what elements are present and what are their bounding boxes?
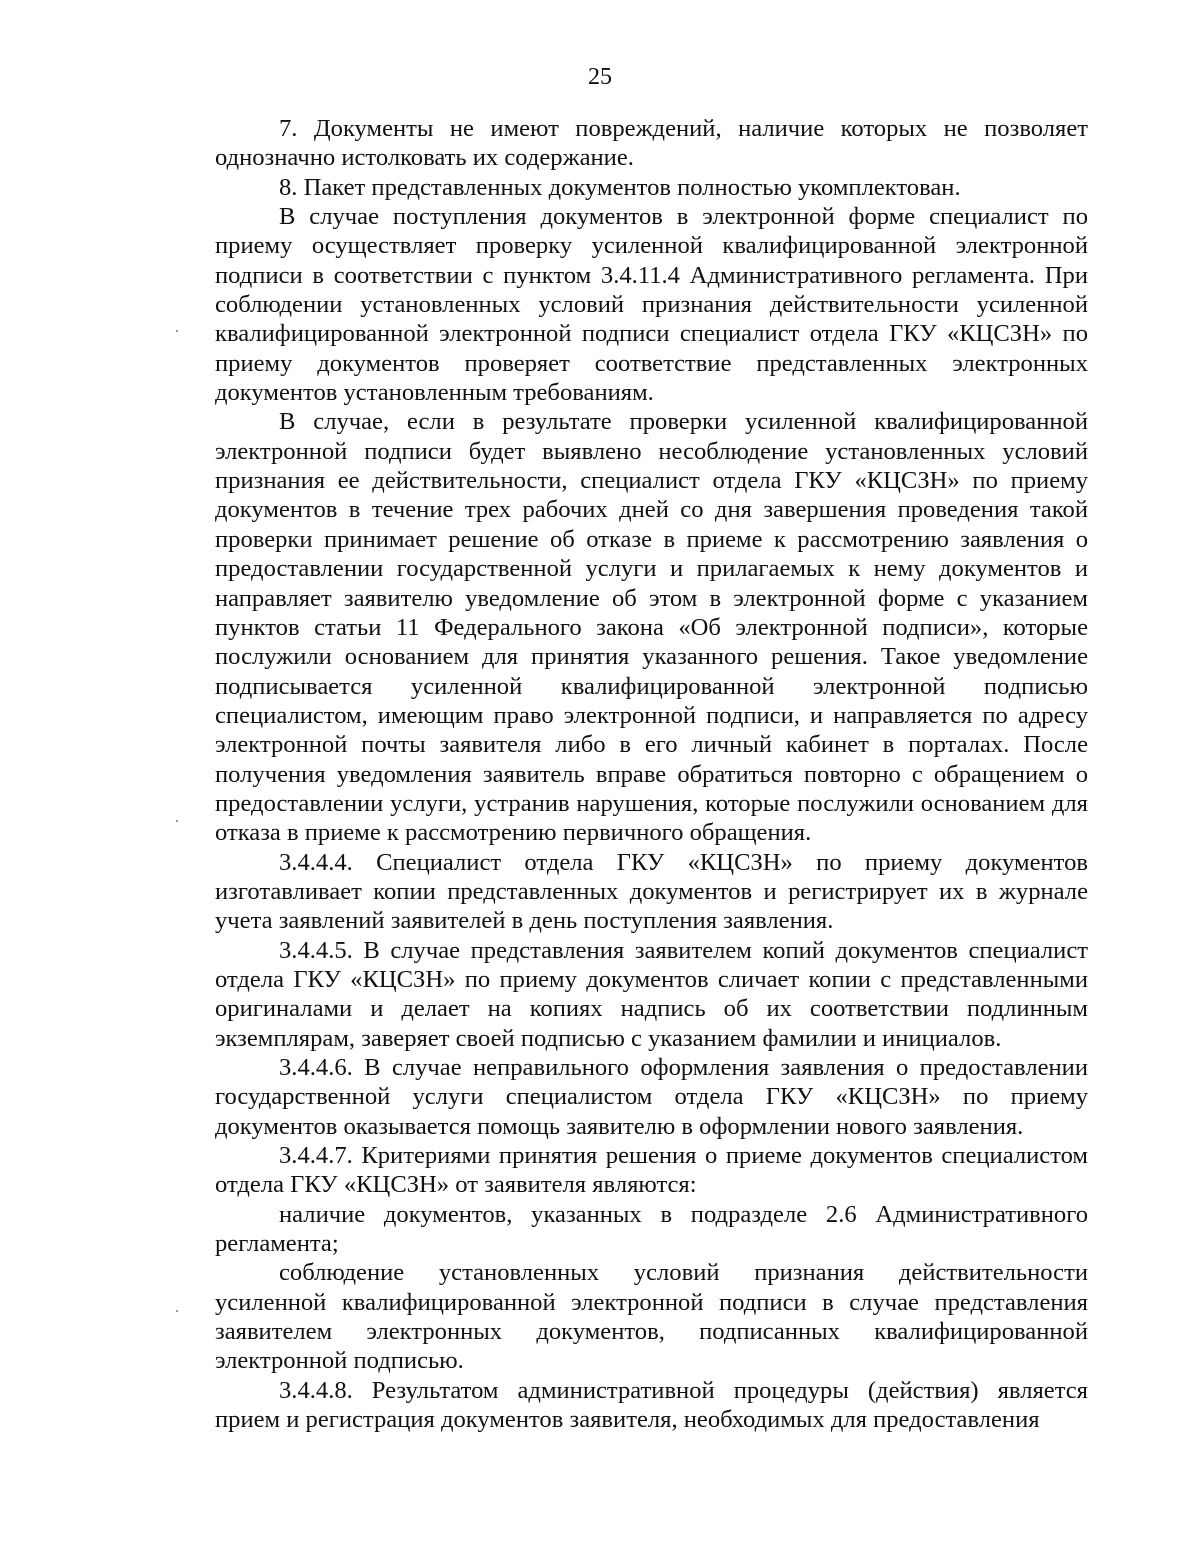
paragraph-3-4-4-8: 3.4.4.8. Результатом административной процедуры (действия) является прием и регистрация документов заявителя, необходимых для предоставления (215, 1376, 1088, 1434)
margin-mark (176, 820, 178, 822)
document-body (215, 114, 1088, 1434)
paragraph-criterion-documents: наличие документов, указанных в подразделе 2.6 Административного регламента; (215, 1200, 1088, 1258)
paragraph-3-4-4-6: 3.4.4.6. В случае неправильного оформления заявления о предоставлении государственной услуги специалистом отдела ГКУ «КЦСЗН» по приему документов оказывается помощь заявителю в оформлении нового заявления. (215, 1054, 1088, 1140)
paragraph-signature-check-failure: В случае, если в результате проверки усиленной квалифицированной электронной подписи будет выявлено несоблюдение установленных условий признания ее действительности, специалист отдела ГКУ «КЦСЗН» по приему документов в течение трех рабочих дней со дня завершения проведения такой проверки принимает решение об отказе в приеме к рассмотрению заявления о предоставлении государственной услуги и прилагаемых к нему документов и направляет заявителю уведомление об этом в электронной форме с указанием пунктов статьи 11 Федерального закона «Об электронной подписи», которые послужили основанием для принятия указанного решения. Такое уведомление подписывается усиленной квалифицированной электронной подписью специалистом, имеющим право электронной подписи, и направляется по адресу электронной почты заявителя либо в его личный кабинет в порталах. После получения уведомления заявитель вправе обратиться повторно с обращением о предоставлении услуги, устранив нарушения, которые послужили основанием для отказа в приеме к рассмотрению первичного обращения. (215, 408, 1088, 847)
paragraph-electronic-submission: В случае поступления документов в электронной форме специалист по приему осуществляет проверку усиленной квалифицированной электронной подписи в соответствии с пунктом 3.4.11.4 Административного регламента. При соблюдении установленных условий признания действительности усиленной квалифицированной электронной подписи специалист отдела ГКУ «КЦСЗН» по приему документов проверяет соответствие представленных электронных документов установленным требованиям. (215, 203, 1088, 407)
paragraph-item-7: 7. Документы не имеют повреждений, наличие которых не позволяет однозначно истолковать их содержание. (215, 115, 1088, 172)
paragraph-3-4-4-4: 3.4.4.4. Специалист отдела ГКУ «КЦСЗН» по приему документов изготавливает копии представленных документов и регистрирует их в журнале учета заявлений заявителей в день поступления заявления. (215, 848, 1088, 935)
margin-mark (176, 1310, 178, 1312)
paragraph-item-8: 8. Пакет представленных документов полностью укомплектован. (279, 173, 961, 201)
margin-mark (176, 330, 178, 332)
paragraph-3-4-4-5: 3.4.4.5. В случае представления заявителем копий документов специалист отдела ГКУ «КЦСЗН» по приему документов сличает копии с представленными оригиналами и делает на копиях надпись об их соответствии подлинным экземплярам, заверяет своей подписью с указанием фамилии и инициалов. (215, 936, 1088, 1052)
paragraph-3-4-4-7: 3.4.4.7. Критериями принятия решения о приеме документов специалистом отдела ГКУ «КЦСЗН» от заявителя являются: (215, 1142, 1088, 1199)
paragraph-criterion-signature: соблюдение установленных условий признания действительности усиленной квалифицированной электронной подписи в случае представления заявителем электронных документов, подписанных квалифицированной электронной подписью. (215, 1259, 1088, 1375)
page-number: 25 (588, 64, 612, 90)
